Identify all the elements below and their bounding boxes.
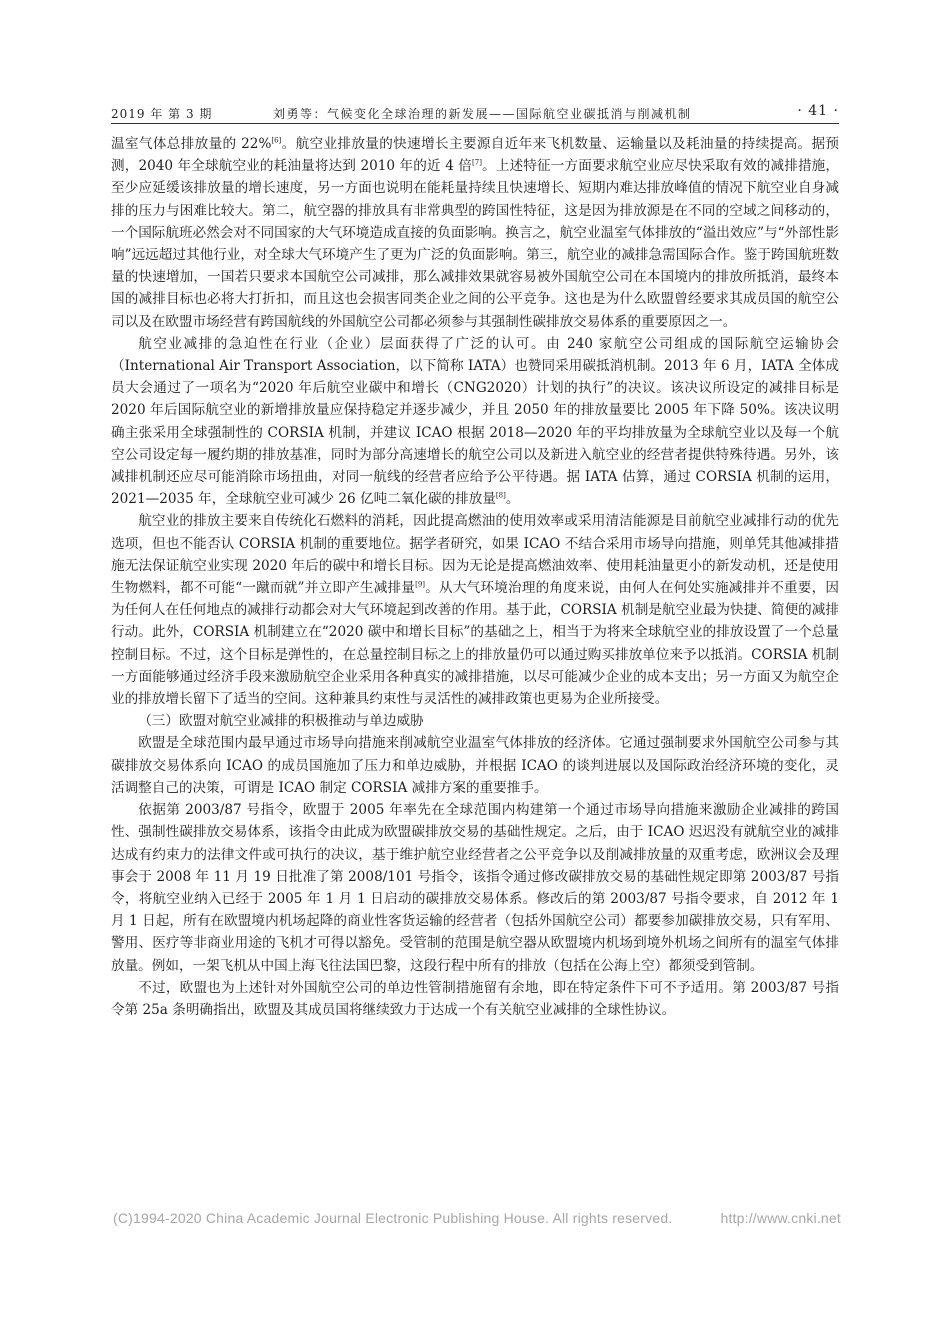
journal-page [111, 101, 839, 1021]
section-heading: （三）欧盟对航空业减排的积极推动与单边威胁 [138, 713, 424, 730]
paragraph-3: 航空业的排放主要来自传统化石燃料的消耗，因此提高燃油的使用效率或采用清洁能源是目前航空业减排行动的优先选项，但也不能否认 CORSIA 机制的重要地位。据学者研究，如果 ICAO 不结合采用市场导向措施，则单凭其他减排措施无法保证航空业实现 2020 年后的碳中和增长目标。因为无论是提高燃油效率、使用耗油量更小的新发动机，还是使用生物燃料，都不可能“一蹴而就”并立即产生减排量[9]。从大气环境治理的角度来说，由何人在何处实施减排并不重要，因为任何人在任何地点的减排行动都会对大气环境起到改善的作用。基于此，CORSIA 机制是航空业最为快捷、简便的减排行动。此外，CORSIA 机制建立在“2020 碳中和增长目标”的基础之上，相当于为将来全球航空业的排放设置了一个总量控制目标。不过，这个目标是弹性的，在总量控制目标之上的排放量仍可以通过购买排放单位来予以抵消。CORSIA 机制一方面能够通过经济手段来激励航空企业采用各种真实的减排措施，以尽可能减少企业的成本支出；另一方面又为航空企业的排放增长留下了适当的空间。这种兼具约束性与灵活性的减排政策也更易为企业所接受。 [111, 513, 839, 708]
citation-ref[interactable]: [9] [415, 580, 426, 589]
running-header [111, 101, 839, 124]
citation-ref[interactable]: [6] [271, 136, 282, 145]
article-body [111, 133, 839, 1021]
issue-label: 2019 年 第 3 期 [111, 107, 213, 121]
citation-ref[interactable]: [7] [472, 158, 482, 167]
cnki-link[interactable]: http://www.cnki.net [720, 1210, 841, 1226]
paragraph-5: 依据第 2003/87 号指令，欧盟于 2005 年率先在全球范围内构建第一个通过市场导向措施来激励企业减排的跨国性、强制性碳排放交易体系，该指令由此成为欧盟碳排放交易的基础性规定。之后，由于 ICAO 迟迟没有就航空业的减排达成有约束力的法律文件或可执行的决议，基于维护航空业经营者之公平竞争以及削减排放量的双重考虑，欧洲议会及理事会于 2008 年 11 月 19 日批准了第 2008/101 号指令，该指令通过修改碳排放交易的基础性规定即第 2003/87 号指令，将航空业纳入已经于 2005 年 1 月 1 日启动的碳排放交易体系。修改后的第 2003/87 号指令要求，自 2012 年 1 月 1 日起，所有在欧盟境内机场起降的商业性客货运输的经营者（包括外国航空公司）都要参加碳排放交易，只有军用、警用、医疗等非商业用途的飞机才可得以豁免。受管制的范围是航空器从欧盟境内机场到境外机场之间所有的温室气体排放量。例如，一架飞机从中国上海飞往法国巴黎，这段行程中所有的排放（包括在公海上空）都须受到管制。 [111, 802, 839, 974]
paragraph-2: 航空业减排的急迫性在行业（企业）层面获得了广泛的认可。由 240 家航空公司组成的国际航空运输协会（International Air Transport Association，以下简称 IATA）也赞同采用碳抵消机制。2013 年 6 月，IATA 全体成员大会通过了一项名为“2020 年后航空业碳中和增长（CNG2020）计划的执行”的决议。该决议所设定的减排目标是 2020 年后国际航空业的新增排放量应保持稳定并逐步减少，并且 2050 年的排放量要比 2005 年下降 50%。该决议明确主张采用全球强制性的 CORSIA 机制，并建议 ICAO 根据 2018—2020 年的平均排放量为全球航空业以及每一个航空公司设定每一履约期的排放基准，同时为部分高速增长的航空公司以及新进入航空业的经营者提供特殊待遇。另外，该减排机制还应尽可能消除市场扭曲，对同一航线的经营者应给予公平待遇。据 IATA 估算，通过 CORSIA 机制的运用，2021—2035 年，全球航空业可减少 26 亿吨二氧化碳的排放量[8]。 [111, 335, 839, 508]
paragraph-4: 欧盟是全球范围内最早通过市场导向措施来削减航空业温室气体排放的经济体。它通过强制要求外国航空公司参与其碳排放交易体系向 ICAO 的成员国施加了压力和单边威胁，并根据 ICAO 的谈判进展以及国际政治经济环境的变化，灵活调整自己的决策，可谓是 ICAO 制定 CORSIA 减排方案的重要推手。 [111, 735, 839, 796]
page-number: · 41 · [797, 103, 839, 119]
citation-ref[interactable]: [8] [495, 491, 506, 500]
copyright-footer [113, 1210, 841, 1226]
paragraph-1: 温室气体总排放量的 22%[6]。航空业排放量的快速增长主要源自近年来飞机数量、运输量以及耗油量的持续提高。据预测，2040 年全球航空业的耗油量将达到 2010 年的近 4 倍[7]。上述特征一方面要求航空业应尽快采取有效的减排措施，至少应延缓该排放量的增长速度，另一方面也说明在能耗量持续且快速增长、短期内难达排放峰值的情况下航空业自身减排的压力与困难比较大。第二，航空器的排放具有非常典型的跨国性特征，这是因为排放源是在不同的空域之间移动的，一个国际航班必然会对不同国家的大气环境造成直接的负面影响。换言之，航空业温室气体排放的“溢出效应”与“外部性影响”远远超过其他行业，对全球大气环境产生了更为广泛的负面影响。第三，航空业的减排急需国际合作。鉴于跨国航班数量的快速增加，一国若只要求本国航空公司减排，那么减排效果就容易被外国航空公司在本国境内的排放所抵消，最终本国的减排目标也必将大打折扣，而且这也会损害同类企业之间的公平竞争。这也是为什么欧盟曾经要求其成员国的航空公司以及在欧盟市场经营有跨国航线的外国航空公司都必须参与其强制性碳排放交易体系的重要原因之一。 [111, 136, 839, 330]
paragraph-6: 不过，欧盟也为上述针对外国航空公司的单边性管制措施留有余地，即在特定条件下可不予适用。第 2003/87 号指令第 25a 条明确指出，欧盟及其成员国将继续致力于达成一个有关航空业减排的全球性协议。 [111, 979, 839, 1018]
copyright-text: (C)1994-2020 China Academic Journal Electronic Publishing House. All rights reserved. [113, 1210, 673, 1226]
running-title: 刘勇等：气候变化全球治理的新发展——国际航空业碳抵消与削减机制 [273, 107, 692, 121]
